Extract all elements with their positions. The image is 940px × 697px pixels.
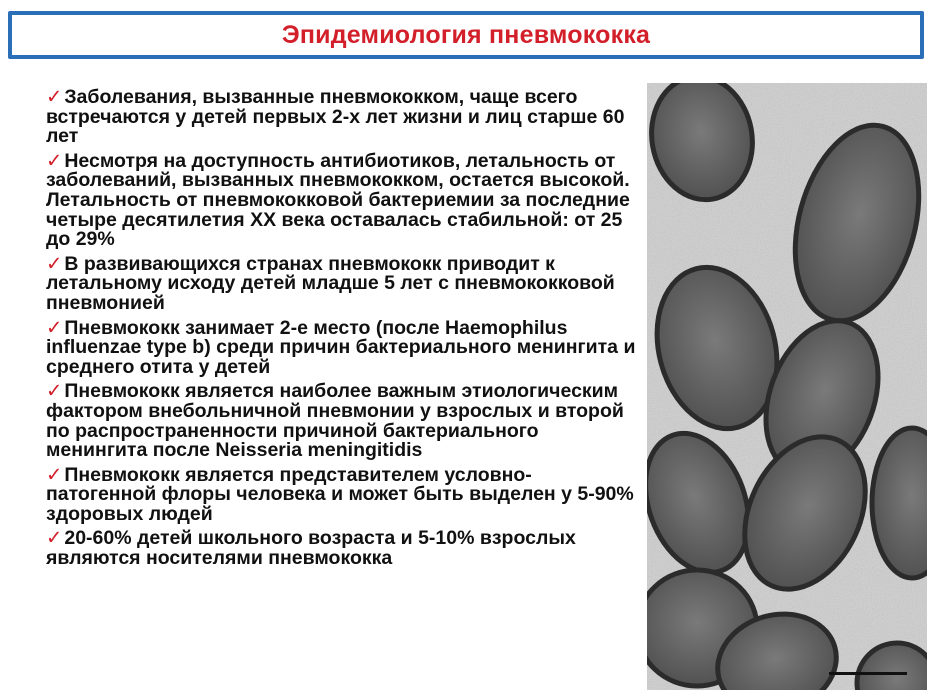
checkmark-icon: ✓ [46,316,63,339]
title-bar [8,11,924,59]
bullet-text: Пневмококк является наиболее важным этиологическим фактором внебольничной пневмонии у взрослых и второй по распространенности причиной бактериального менингита после Neisseria meningitidis [46,380,624,462]
bullet-item [46,252,636,314]
checkmark-icon: ✓ [46,527,63,550]
bullet-list [46,88,636,574]
checkmark-icon: ✓ [46,380,63,403]
bullet-text: Пневмококк является представителем условно-патогенной флоры человека и может быть выделен у 5-90% здоровых людей [46,463,634,525]
bullet-item [46,529,636,568]
checkmark-icon: ✓ [46,149,63,172]
bullet-text: 20-60% детей школьного возраста и 5-10% взрослых являются носителями пневмококка [46,527,576,570]
bullet-item [46,316,636,378]
checkmark-icon: ✓ [46,86,63,108]
page-title: Эпидемиология пневмококка [281,20,651,49]
bullet-text: Заболевания, вызванные пневмококком, чаще всего встречаются у детей первых 2-х лет жизни и лиц старше 60 лет [46,86,625,148]
bullet-item [46,88,636,147]
checkmark-icon: ✓ [46,463,63,486]
bullet-text: В развивающихся странах пневмококк приводит к летальному исходу детей младше 5 лет с пневмококковой пневмонией [46,252,615,314]
checkmark-icon: ✓ [46,252,63,275]
bullet-text: Несмотря на доступность антибиотиков, летальность от заболеваний, вызванных пневмококком, остается высокой. Летальность от пневмококковой бактериемии за последние четыре десятилетия ХХ века оставалась стабильной: от 25 до 29% [46,149,630,251]
bullet-item [46,382,636,460]
micrograph-image [647,83,927,690]
bullet-item [46,149,636,251]
bullet-item [46,463,636,525]
bullet-text: Пневмококк занимает 2-е место (после Haemophilus influenzae type b) среди причин бактериального менингита и среднего отита у детей [46,316,636,378]
